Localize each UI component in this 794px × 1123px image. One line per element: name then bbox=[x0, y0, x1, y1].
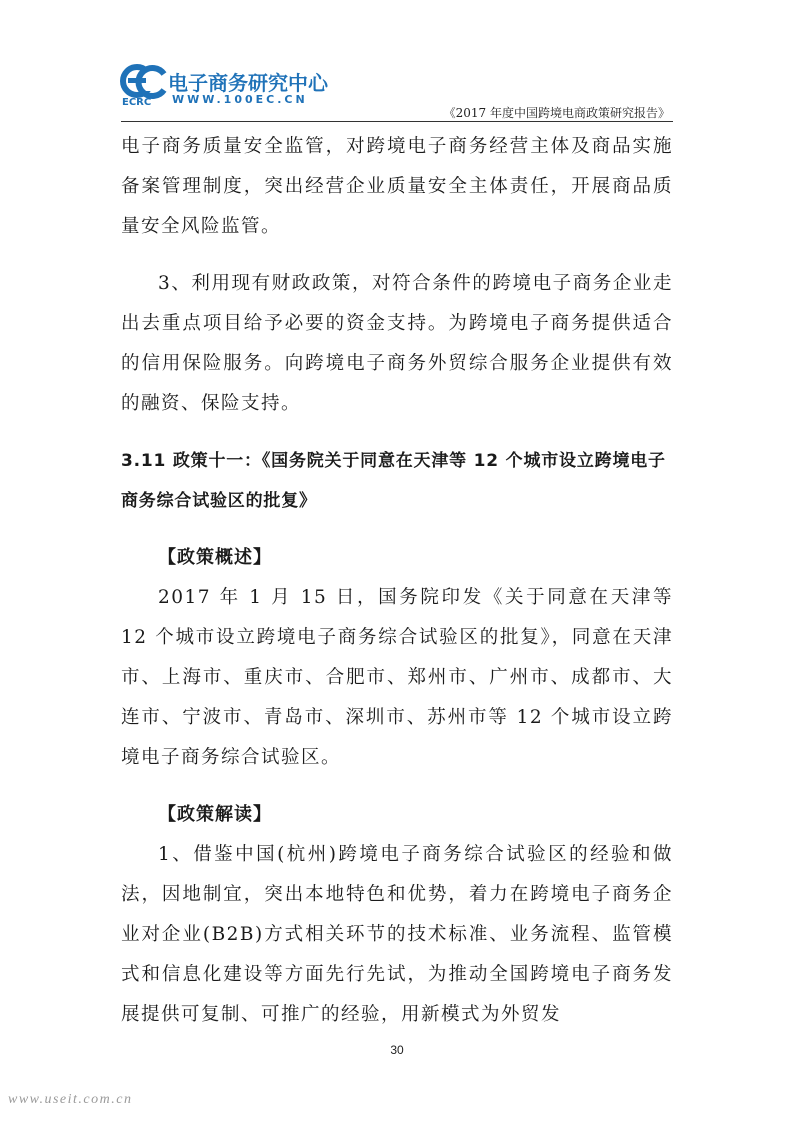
header-divider bbox=[121, 121, 673, 122]
page-header bbox=[0, 0, 794, 122]
page-body bbox=[121, 127, 673, 1035]
ecrc-logo bbox=[120, 64, 328, 110]
paragraph-gap bbox=[121, 521, 673, 538]
logo-chinese-name: 电子商务研究中心 bbox=[168, 71, 328, 95]
report-title: 《2017 年度中国跨境电商政策研究报告》 bbox=[443, 106, 670, 120]
page-number: 30 bbox=[390, 1043, 404, 1057]
section-title: 3.11 政策十一：《国务院关于同意在天津等 12 个城市设立跨境电子商务综合试验区的批复》 bbox=[121, 451, 666, 511]
paragraph-continued: 电子商务质量安全监管，对跨境电子商务经营主体及商品实施备案管理制度，突出经营企业质量安全主体责任，开展商品质量安全风险监管。 bbox=[121, 136, 673, 237]
logo-abbreviation: ECRC bbox=[122, 97, 152, 108]
paragraph-overview: 2017 年 1 月 15 日，国务院印发《关于同意在天津等 12 个城市设立跨境电子商务综合试验区的批复》，同意在天津市、上海市、重庆市、合肥市、郑州市、广州市、成都市、大连市、宁波市、青岛市、深圳市、苏州市等 12 个城市设立跨境电子商务综合试验区。 bbox=[121, 587, 673, 768]
paragraph-interpretation-1: 1、借鉴中国(杭州)跨境电子商务综合试验区的经验和做法，因地制宜，突出本地特色和优势，着力在跨境电子商务企业对企业(B2B)方式相关环节的技术标准、业务流程、监管模式和信息化建设等方面先行先试，为推动全国跨境电子商务发展提供可复制、可推广的经验，用新模式为外贸发 bbox=[121, 844, 673, 1025]
paragraph-gap bbox=[121, 778, 673, 795]
watermark: www.useit.com.cn bbox=[8, 1092, 133, 1107]
overview-heading: 【政策概述】 bbox=[158, 547, 272, 568]
logo-website: WWW.100EC.CN bbox=[172, 93, 308, 106]
interpretation-heading: 【政策解读】 bbox=[158, 804, 272, 825]
paragraph-point-3: 3、利用现有财政政策，对符合条件的跨境电子商务企业走出去重点项目给予必要的资金支持。为跨境电子商务提供适合的信用保险服务。向跨境电子商务外贸综合服务企业提供有效的融资、保险支持。 bbox=[121, 273, 673, 414]
paragraph-gap bbox=[121, 424, 673, 441]
paragraph-gap bbox=[121, 247, 673, 264]
